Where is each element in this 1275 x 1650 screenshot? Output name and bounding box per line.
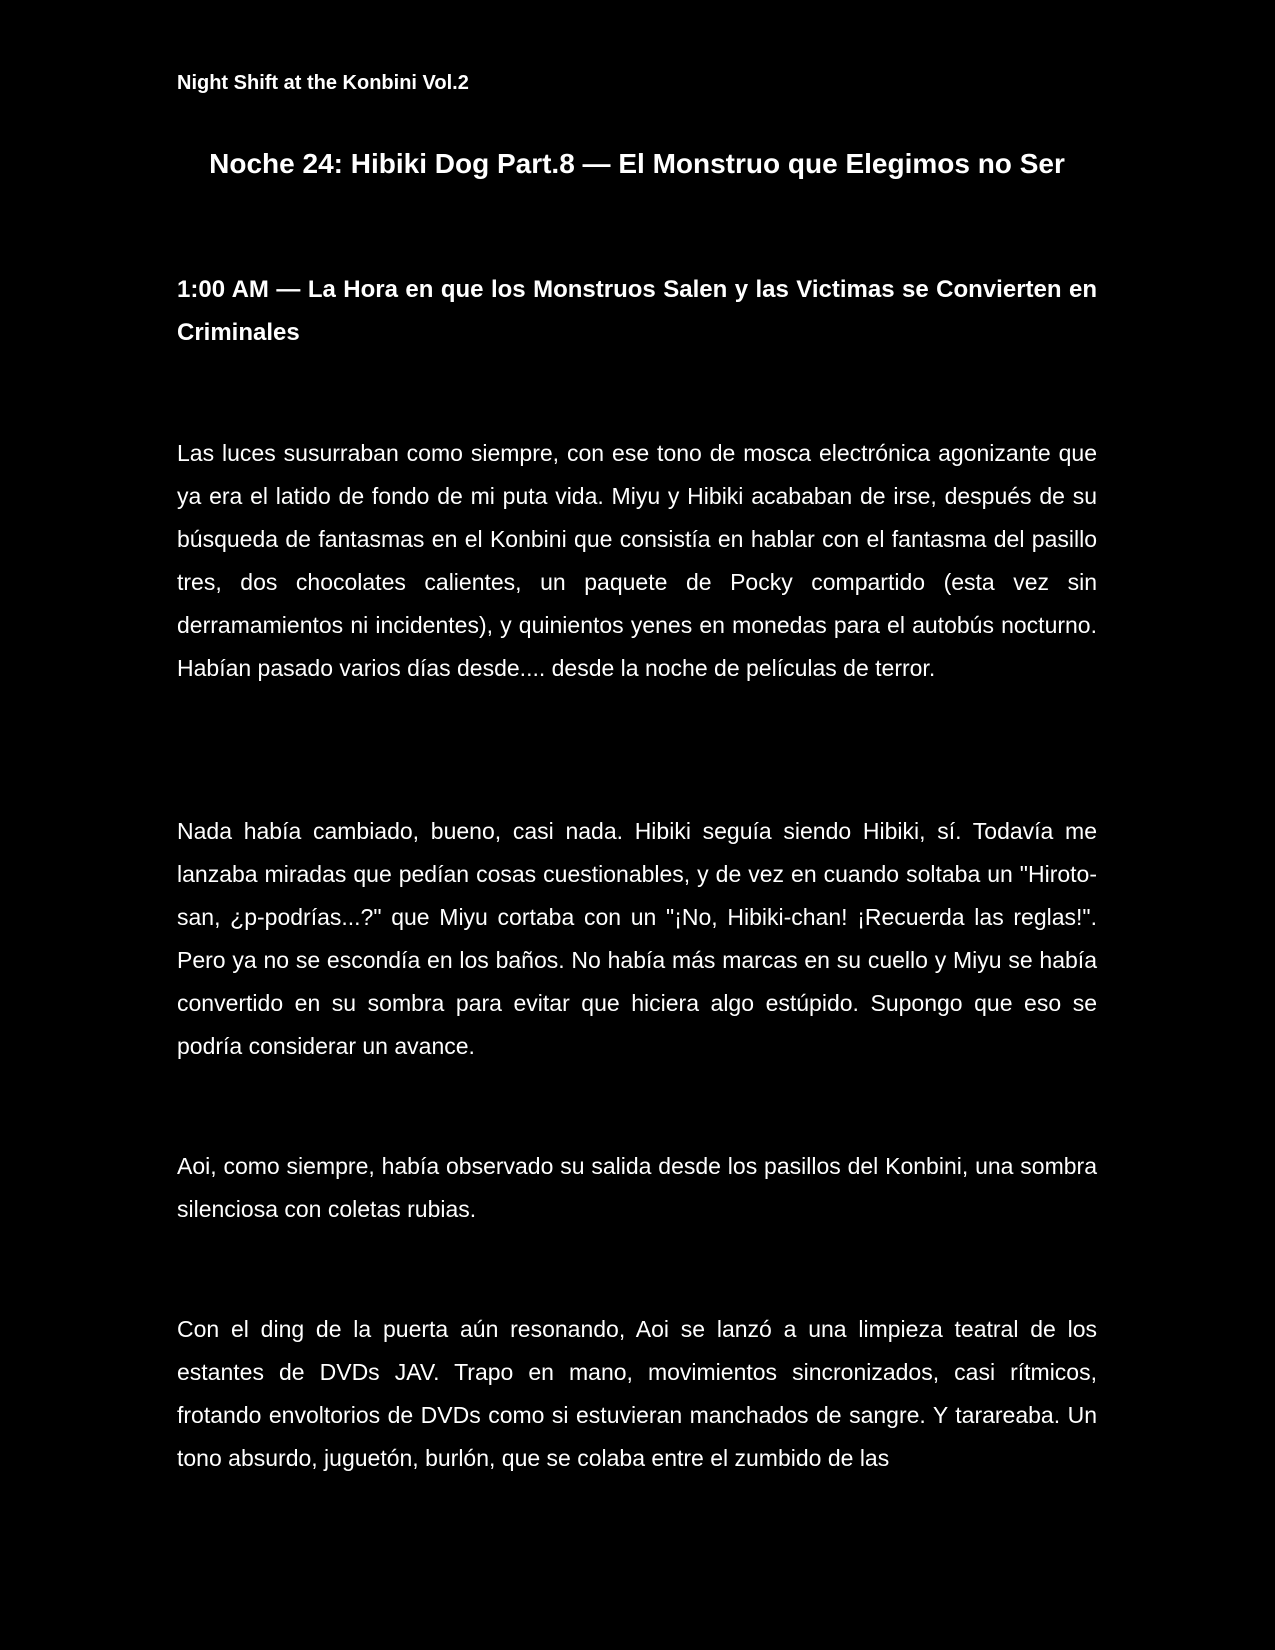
body-paragraph: Con el ding de la puerta aún resonando, Aoi se lanzó a una limpieza teatral de los estantes de DVDs JAV. Trapo en mano, movimientos sincronizados, casi rítmicos, frotando envoltorios de DVDs como si estuvieran manchados de sangre. Y tarareaba. Un tono absurdo, juguetón, burlón, que se colaba entre el zumbido de las	[177, 1316, 1097, 1471]
body-paragraph: Nada había cambiado, bueno, casi nada. Hibiki seguía siendo Hibiki, sí. Todavía me lanzaba miradas que pedían cosas cuestionables, y de vez en cuando soltaba un "Hiroto-san, ¿p-podrías...?" que Miyu cortaba con un "¡No, Hibiki-chan! ¡Recuerda las reglas!". Pero ya no se escondía en los baños. No había más marcas en su cuello y Miyu se había convertido en su sombra para evitar que hiciera algo estúpido. Supongo que eso se podría considerar un avance.	[177, 818, 1097, 1059]
body-paragraph: Aoi, como siempre, había observado su salida desde los pasillos del Konbini, una sombra silenciosa con coletas rubias.	[177, 1153, 1097, 1222]
section-heading: 1:00 AM — La Hora en que los Monstruos Salen y las Victimas se Convierten en Criminales	[177, 276, 1097, 346]
chapter-title: Noche 24: Hibiki Dog Part.8 — El Monstruo que Elegimos no Ser	[209, 148, 1065, 179]
running-header: Night Shift at the Konbini Vol.2	[177, 72, 469, 94]
body-paragraph: Las luces susurraban como siempre, con ese tono de mosca electrónica agonizante que ya era el latido de fondo de mi puta vida. Miyu y Hibiki acababan de irse, después de su búsqueda de fantasmas en el Konbini que consistía en hablar con el fantasma del pasillo tres, dos chocolates calientes, un paquete de Pocky compartido (esta vez sin derramamientos ni incidentes), y quinientos yenes en monedas para el autobús nocturno. Habían pasado varios días desde.... desde la noche de películas de terror.	[177, 440, 1097, 681]
